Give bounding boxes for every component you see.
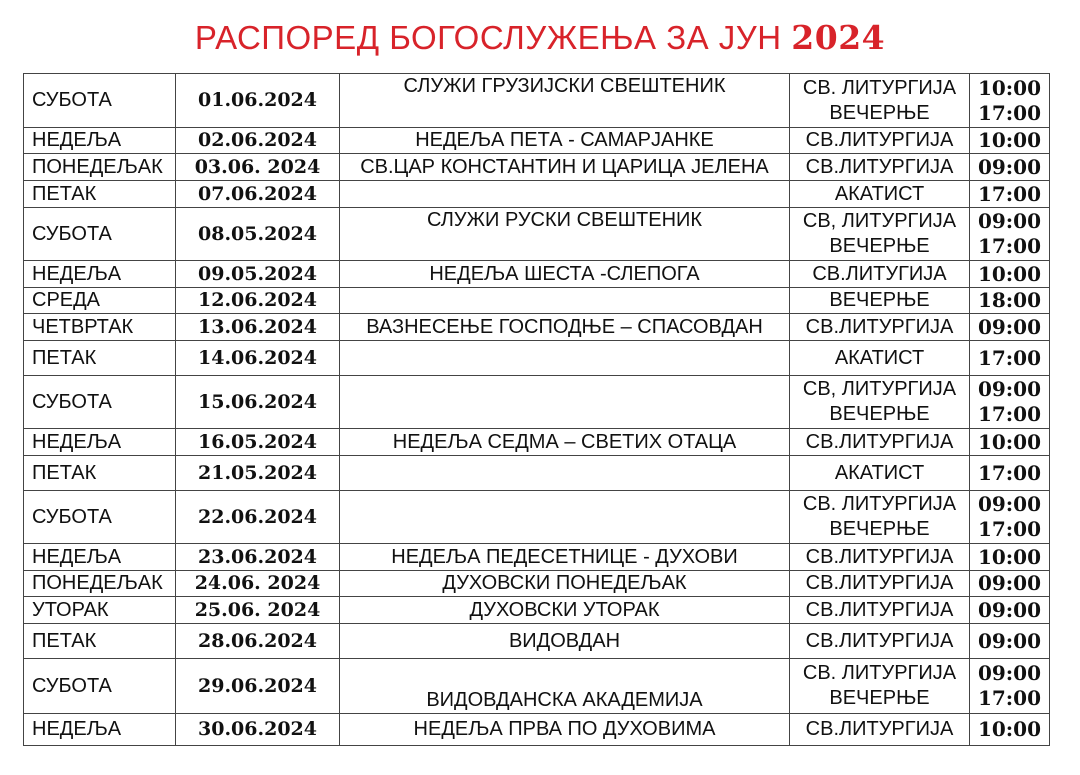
schedule-row <box>24 288 1050 314</box>
day-cell: СУБОТА <box>24 208 176 261</box>
service-name: СВ.ЛИТУРГИЈА <box>805 598 954 621</box>
description-cell: НЕДЕЉА ПЕТА - САМАРЈАНКЕ <box>340 128 790 154</box>
time-cell <box>970 597 1050 624</box>
service-time: 17:00 <box>977 517 1042 541</box>
day-cell: СРЕДА <box>24 288 176 314</box>
day-cell: ПЕТАК <box>24 341 176 376</box>
service-cell <box>790 544 970 571</box>
service-time: 18:00 <box>977 288 1042 312</box>
service-name: СВ.ЛИТУРГИЈА <box>805 155 954 178</box>
service-name: СВ.ЛИТУГИЈА <box>812 262 947 285</box>
service-time: 09:00 <box>977 209 1042 233</box>
description-cell <box>340 341 790 376</box>
page-title <box>0 18 1080 57</box>
description-cell: НЕДЕЉА СЕДМА – СВЕТИХ ОТАЦА <box>340 429 790 456</box>
service-name: АКАТИСТ <box>834 346 925 369</box>
service-time: 10:00 <box>977 717 1042 741</box>
day-cell: НЕДЕЉА <box>24 714 176 746</box>
service-name: ВЕЧЕРЊЕ <box>829 235 930 257</box>
time-cell <box>970 261 1050 288</box>
description-cell <box>340 491 790 544</box>
schedule-table <box>23 73 1050 746</box>
service-time: 17:00 <box>977 345 1042 370</box>
day-cell: ПЕТАК <box>24 624 176 659</box>
service-cell <box>790 341 970 376</box>
service-name: СВ.ЛИТУРГИЈА <box>805 718 954 740</box>
description-cell <box>340 376 790 429</box>
time-cell <box>970 154 1050 181</box>
service-name: СВ.ЛИТУРГИЈА <box>805 629 954 652</box>
schedule-row <box>24 154 1050 181</box>
schedule-row <box>24 429 1050 456</box>
service-name: ВЕЧЕРЊЕ <box>829 403 930 425</box>
service-cell <box>790 659 970 714</box>
service-cell <box>790 128 970 154</box>
date-cell: 12.06.2024 <box>176 288 340 314</box>
service-name: АКАТИСТ <box>834 182 925 205</box>
description-cell: СЛУЖИ ГРУЗИЈСКИ СВЕШТЕНИК <box>340 74 790 128</box>
schedule-row <box>24 74 1050 128</box>
service-time: 10:00 <box>977 261 1042 286</box>
service-cell <box>790 571 970 597</box>
service-cell <box>790 261 970 288</box>
time-cell <box>970 659 1050 714</box>
service-name: СВ.ЛИТУРГИЈА <box>805 572 954 594</box>
service-time: 10:00 <box>977 75 1042 100</box>
date-cell: 02.06.2024 <box>176 128 340 154</box>
description-cell: НЕДЕЉА ПРВА ПО ДУХОВИМА <box>340 714 790 746</box>
title-text: РАСПОРЕД БОГОСЛУЖЕЊА ЗА ЈУН <box>194 19 782 56</box>
service-name: СВ, ЛИТУРГИЈА <box>802 210 957 232</box>
service-cell <box>790 491 970 544</box>
schedule-body <box>24 74 1050 746</box>
time-cell <box>970 314 1050 341</box>
time-cell <box>970 491 1050 544</box>
service-cell <box>790 456 970 491</box>
time-cell <box>970 429 1050 456</box>
date-cell: 14.06.2024 <box>176 341 340 376</box>
service-time: 17:00 <box>977 686 1042 710</box>
day-cell: НЕДЕЉА <box>24 261 176 288</box>
service-name: СВ. ЛИТУРГИЈА <box>802 493 957 515</box>
time-cell <box>970 341 1050 376</box>
service-time: 09:00 <box>977 628 1042 653</box>
day-cell: УТОРАК <box>24 597 176 624</box>
date-cell: 03.06. 2024 <box>176 154 340 181</box>
service-name: ВЕЧЕРЊЕ <box>829 518 930 540</box>
description-cell: СВ.ЦАР КОНСТАНТИН И ЦАРИЦА ЈЕЛЕНА <box>340 154 790 181</box>
date-cell: 15.06.2024 <box>176 376 340 429</box>
service-cell <box>790 624 970 659</box>
service-time: 17:00 <box>977 181 1042 206</box>
day-cell: НЕДЕЉА <box>24 544 176 571</box>
service-cell <box>790 208 970 261</box>
description-cell: ДУХОВСКИ ПОНЕДЕЉАК <box>340 571 790 597</box>
date-cell: 08.05.2024 <box>176 208 340 261</box>
schedule-row <box>24 376 1050 429</box>
schedule-row <box>24 544 1050 571</box>
service-cell <box>790 597 970 624</box>
time-cell <box>970 456 1050 491</box>
time-cell <box>970 544 1050 571</box>
service-name: СВ, ЛИТУРГИЈА <box>802 378 957 400</box>
day-cell: ПОНЕДЕЉАК <box>24 571 176 597</box>
description-cell: СЛУЖИ РУСКИ СВЕШТЕНИК <box>340 208 790 261</box>
date-cell: 21.05.2024 <box>176 456 340 491</box>
schedule-row <box>24 491 1050 544</box>
day-cell: НЕДЕЉА <box>24 128 176 154</box>
service-name: СВ. ЛИТУРГИЈА <box>802 662 957 684</box>
service-time: 10:00 <box>977 544 1042 569</box>
schedule-row <box>24 571 1050 597</box>
service-name: СВ.ЛИТУРГИЈА <box>805 315 954 338</box>
date-cell: 30.06.2024 <box>176 714 340 746</box>
service-name: СВ.ЛИТУРГИЈА <box>805 430 954 453</box>
day-cell: ПОНЕДЕЉАК <box>24 154 176 181</box>
service-time: 09:00 <box>977 314 1042 339</box>
schedule-row <box>24 181 1050 208</box>
schedule-row <box>24 341 1050 376</box>
date-cell: 23.06.2024 <box>176 544 340 571</box>
description-cell <box>340 181 790 208</box>
schedule-row <box>24 128 1050 154</box>
time-cell <box>970 571 1050 597</box>
date-cell: 24.06. 2024 <box>176 571 340 597</box>
schedule-row <box>24 456 1050 491</box>
service-cell <box>790 74 970 128</box>
description-cell: ВАЗНЕСЕЊЕ ГОСПОДЊЕ – СПАСОВДАН <box>340 314 790 341</box>
schedule-row <box>24 624 1050 659</box>
service-time: 09:00 <box>977 571 1042 595</box>
day-cell: СУБОТА <box>24 659 176 714</box>
date-cell: 13.06.2024 <box>176 314 340 341</box>
date-cell: 07.06.2024 <box>176 181 340 208</box>
service-time: 09:00 <box>977 661 1042 685</box>
schedule-row <box>24 261 1050 288</box>
service-time: 09:00 <box>977 154 1042 179</box>
day-cell: СУБОТА <box>24 74 176 128</box>
description-cell: ВИДОВДАН <box>340 624 790 659</box>
description-cell: НЕДЕЉА ШЕСТА -СЛЕПОГА <box>340 261 790 288</box>
service-cell <box>790 181 970 208</box>
date-cell: 01.06.2024 <box>176 74 340 128</box>
date-cell: 25.06. 2024 <box>176 597 340 624</box>
date-cell: 16.05.2024 <box>176 429 340 456</box>
description-cell: НЕДЕЉА ПЕДЕСЕТНИЦЕ - ДУХОВИ <box>340 544 790 571</box>
schedule-row <box>24 659 1050 714</box>
time-cell <box>970 208 1050 261</box>
description-cell: ДУХОВСКИ УТОРАК <box>340 597 790 624</box>
day-cell: ПЕТАК <box>24 456 176 491</box>
service-name: ВЕЧЕРЊЕ <box>829 687 930 709</box>
service-time: 09:00 <box>977 597 1042 622</box>
time-cell <box>970 288 1050 314</box>
day-cell: СУБОТА <box>24 376 176 429</box>
service-cell <box>790 429 970 456</box>
service-cell <box>790 714 970 746</box>
time-cell <box>970 181 1050 208</box>
time-cell <box>970 74 1050 128</box>
service-time: 09:00 <box>977 377 1042 401</box>
service-time: 17:00 <box>977 100 1042 125</box>
description-cell <box>340 288 790 314</box>
service-name: ВЕЧЕРЊЕ <box>829 101 930 124</box>
service-name: ВЕЧЕРЊЕ <box>829 289 930 311</box>
schedule-row <box>24 314 1050 341</box>
date-cell: 22.06.2024 <box>176 491 340 544</box>
service-name: СВ.ЛИТУРГИЈА <box>805 545 954 568</box>
time-cell <box>970 714 1050 746</box>
time-cell <box>970 624 1050 659</box>
title-year: 2024 <box>791 18 886 57</box>
date-cell: 09.05.2024 <box>176 261 340 288</box>
day-cell: НЕДЕЉА <box>24 429 176 456</box>
service-time: 10:00 <box>977 128 1042 152</box>
date-cell: 29.06.2024 <box>176 659 340 714</box>
service-cell <box>790 154 970 181</box>
service-name: СВ.ЛИТУРГИЈА <box>805 129 954 151</box>
schedule-row <box>24 597 1050 624</box>
service-cell <box>790 376 970 429</box>
service-name: АКАТИСТ <box>834 461 925 484</box>
description-cell: ВИДОВДАНСКА АКАДЕМИЈА <box>340 659 790 714</box>
day-cell: ПЕТАК <box>24 181 176 208</box>
service-time: 09:00 <box>977 492 1042 516</box>
day-cell: ЧЕТВРТАК <box>24 314 176 341</box>
date-cell: 28.06.2024 <box>176 624 340 659</box>
service-time: 17:00 <box>977 402 1042 426</box>
time-cell <box>970 376 1050 429</box>
service-name: СВ. ЛИТУРГИЈА <box>802 76 957 99</box>
description-cell <box>340 456 790 491</box>
service-time: 17:00 <box>977 460 1042 485</box>
service-cell <box>790 288 970 314</box>
day-cell: СУБОТА <box>24 491 176 544</box>
schedule-row <box>24 714 1050 746</box>
service-time: 10:00 <box>977 429 1042 454</box>
service-time: 17:00 <box>977 234 1042 258</box>
service-cell <box>790 314 970 341</box>
schedule-row <box>24 208 1050 261</box>
time-cell <box>970 128 1050 154</box>
